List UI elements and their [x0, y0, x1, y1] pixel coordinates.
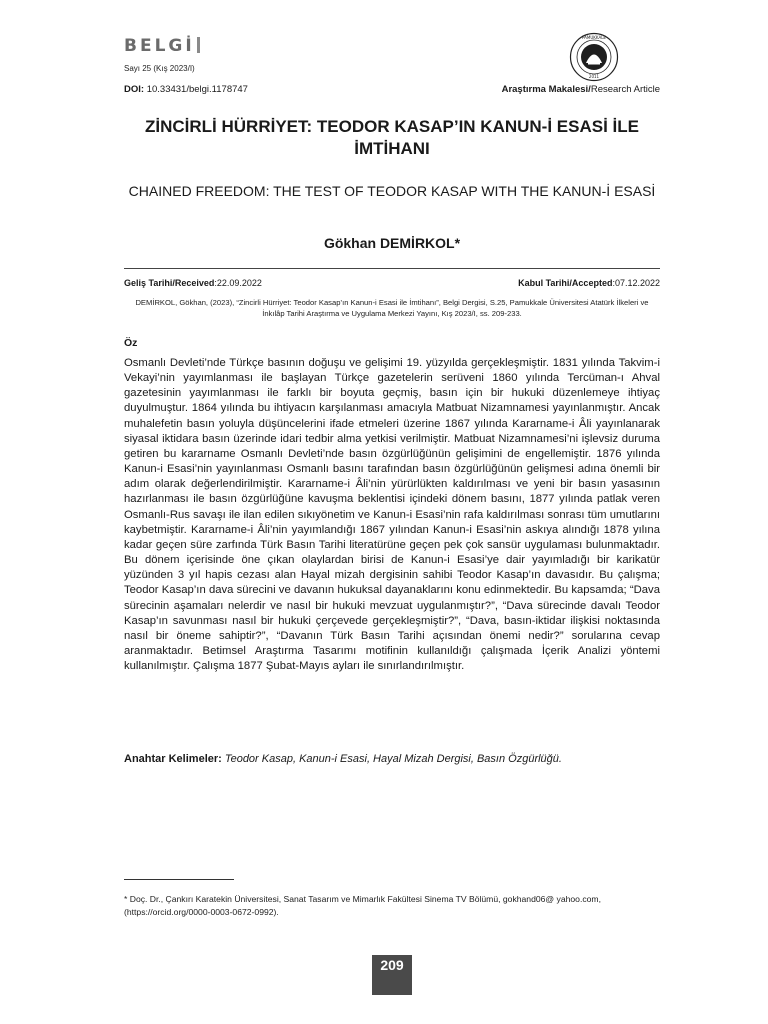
seal-year: 2011: [588, 74, 600, 79]
article-type: [502, 84, 660, 95]
title-turkish: ZİNCİRLİ HÜRRİYET: TEODOR KASAP’IN KANUN-İ ESASİ İLE İMTİHANI: [145, 117, 639, 158]
seal-text: PAMUKKALE: [582, 35, 606, 40]
journal-name: BELGİ: [124, 36, 195, 56]
accepted-label: Kabul Tarihi/Accepted: [518, 278, 613, 288]
keywords-values: Teodor Kasap, Kanun-i Esasi, Hayal Mizah Dergisi, Basın Özgürlüğü.: [221, 753, 562, 765]
logo-bar: [197, 37, 200, 53]
received-value: :22.09.2022: [214, 278, 262, 288]
journal-logo: [124, 36, 200, 56]
abstract-heading: Öz: [124, 337, 138, 349]
article-type-value: Research Article: [590, 84, 660, 95]
doi-value[interactable]: 10.33431/belgi.1178747: [144, 84, 248, 95]
citation: DEMİRKOL, Gökhan, (2023), “Zincirli Hürriyet: Teodor Kasap’ın Kanun-i Esasi ile İmtihanı”, Belgi Dergisi, S.25, Pamukkale Üniversitesi Atatürk İlkeleri ve İnkılâp Tarihi Araştırma ve Uygulama Merkezi Yayını, Kış 2023/I, ss. 209-233.: [135, 298, 649, 318]
accepted-date: [518, 278, 660, 288]
page-number: 209: [372, 955, 412, 995]
university-seal-icon: [569, 32, 619, 82]
doi-label: DOI:: [124, 84, 145, 95]
received-label: Geliş Tarihi/Received: [124, 278, 215, 288]
footnote-divider: [124, 879, 234, 880]
footnote: * Doç. Dr., Çankırı Karatekin Üniversitesi, Sanat Tasarım ve Mimarlık Fakültesi Sinema TV Bölümü, gokhand06@ yahoo.com, (https://orcid.org/0000-0003-0672-0992).: [124, 894, 601, 917]
doi: [124, 84, 248, 95]
article-type-label: Araştırma Makalesi/: [501, 84, 591, 95]
keywords-label: Anahtar Kelimeler:: [124, 753, 222, 765]
keywords: [124, 752, 660, 766]
title-english: CHAINED FREEDOM: THE TEST OF TEODOR KASAP WITH THE KANUN-İ ESASİ: [128, 183, 656, 199]
header-divider: [124, 268, 660, 269]
author-name: Gökhan DEMİRKOL*: [323, 235, 461, 251]
abstract-text: Osmanlı Devleti’nde Türkçe basının doğuşu ve gelişimi 19. yüzyılda gerçekleşmiştir. 1831 yılında Takvim-i Vekayi’nin yayımlanması ile başlayan Türkçe gazetelerin serüveni 1860 yılında Tercüman-ı Ahval gazetesinin yayımlanması ile farklı bir boyuta geçmiş, basın için bir hukuki düzenlemeye ihtiyaç duyulmuştur. 1864 yılında bu ihtiyacın karşılanması amacıyla Matbuat Nizamnamesi yayınlanmıştır. Ancak muhalefetin basın yoluyla düşüncelerini ifade etmeleri üzerine 1867 yılında Kararname-i Âli yayınlanarak siyasal iktidara basın üzerinde idari tedbir alma yetkisi verilmiştir. Matbuat Nizamnamesi’ni işlevsiz duruma getiren bu kararname Osmanlı Devleti’nde basın özgürlüğünün gelişimini de engellemiştir. 1876 yılında Kanun-i Esasi’nin yayınlanması Osmanlı basını tarafından basın özgürlüğünün gelişmesi adına önemli bir adım olarak değerlendirilmiştir. Kararname-i Âli’nin yürürlükten kaldırılması ve yeni bir basın yasasının hazırlanması ile basın özgürlüğüne kavuşma beklentisi içindeki dönem basını, 1877 yılında patlak veren Osmanlı-Rus savaşı ile ilan edilen sıkıyönetim ve Kanun-i Esasi’nin rafa kaldırılması sonrası tüm umutlarını kaybetmiştir. Kararname-i Âli’nin yayımlandığı 1867 yılından Kanun-i Esasi’nin askıya alındığı 1878 yılına kadar geçen süre zarfında Türk Basın Tarihi literatürüne geçen pek çok sansür uygulaması bulunmaktadır. Bu dönem içerisinde öne çıkan olaylardan birisi de Kanun-i Esasi’ye dair yayımladığı bir karikatür yüzünden 3 yıl hapis cezası alan Hayal mizah dergisinin sahibi Teodor Kasap’ın davasıdır. Bu çalışma; Teodor Kasap’ın dava sürecini ve davanın hukuksal dayanaklarını konu edinmektedir. Bu kapsamda; “Dava sürecinin aşamaları nelerdir ve nasıl bir hukuki mevzuat uygulanmıştır?”, “Dava sürecinde davalı Teodor Kasap’ın savunması nasıl bir hukuki çerçevede gerçekleşmiştir?”, “Dava, basın-iktidar ilişkisi noktasında nasıl bir öneme sahiptir?”, “Davanın Türk Basın Tarihi açısından önemi nedir?” sorularına cevap aranmaktadır. Betimsel Araştırma Tasarımı motifinin kullanıldığı çalışmada İçerik Analizi yöntemi kullanılmıştır. Çalışma 1877 Şubat-Mayıs ayları ile sınırlandırılmıştır.: [124, 357, 660, 673]
issue-info: Sayı 25 (Kış 2023/I): [124, 64, 195, 73]
received-date: [124, 278, 262, 288]
accepted-value: :07.12.2022: [612, 278, 660, 288]
